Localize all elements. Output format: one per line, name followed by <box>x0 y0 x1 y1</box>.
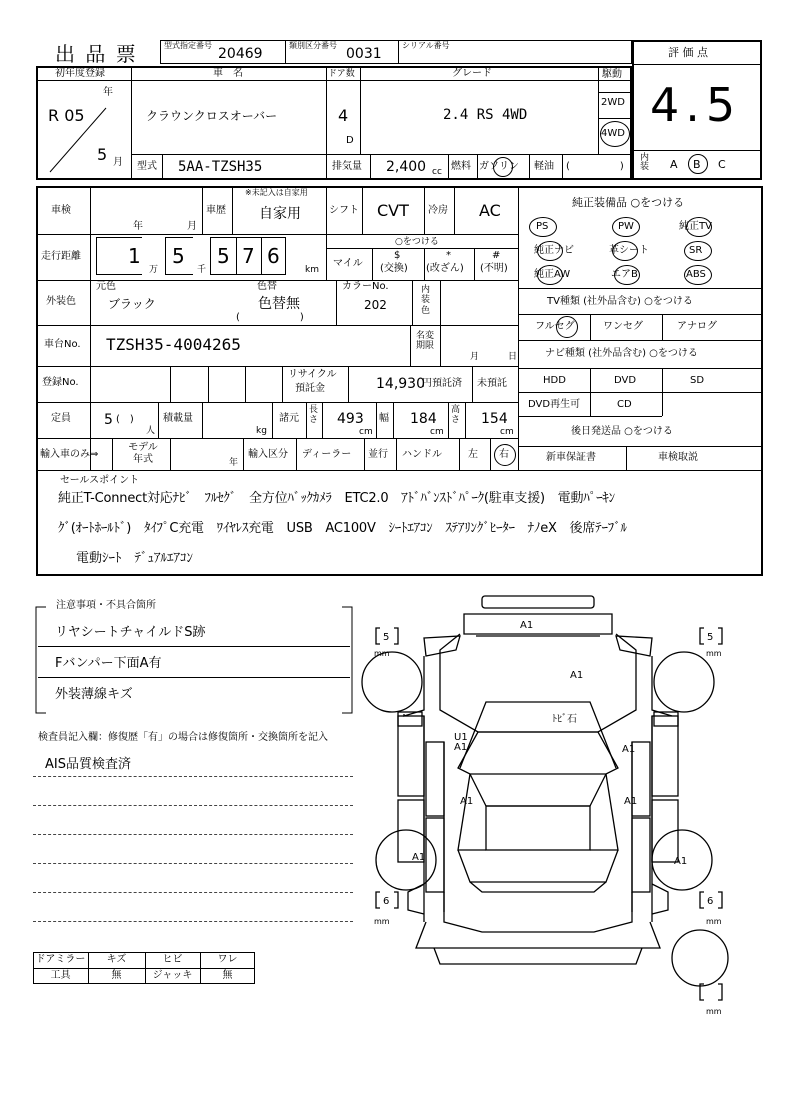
equip-leather: 革シート <box>609 245 649 256</box>
tread-rr: 6 <box>707 896 714 907</box>
import-parallel: 並行 <box>368 449 388 460</box>
mileage-digit-1: 1 <box>128 244 141 268</box>
mile-circle-note: ○をつける <box>395 237 439 247</box>
equip-aw: 純正AW <box>534 269 571 280</box>
first-reg-year-unit: 年 <box>103 87 113 98</box>
drive-4wd-circle <box>600 121 630 147</box>
mm-spare: mm <box>706 1007 722 1016</box>
tv-oneseg: ワンセグ <box>603 321 643 332</box>
hgt-label: 高さ <box>451 405 461 425</box>
mileage-digit-2: 5 <box>172 244 185 268</box>
mile-label: マイル <box>333 258 363 269</box>
equip-pw-circle <box>612 217 640 237</box>
ac-label: 冷房 <box>428 205 448 216</box>
mark-hood: A1 <box>570 670 584 681</box>
first-reg-month-unit: 月 <box>113 157 123 168</box>
drive-4wd: 4WD <box>601 128 625 139</box>
notes-label: 注意事項・不具合箇所 <box>56 600 156 611</box>
equip-navi: 純正ナビ <box>534 245 574 256</box>
interior-b-circle <box>688 154 708 174</box>
repaint-paren: ( ) <box>236 312 304 323</box>
equip-sr-circle <box>684 241 712 261</box>
interior-label: 内装 <box>640 153 650 172</box>
type-no: 20469 <box>218 46 263 62</box>
len-label: 長さ <box>309 405 319 425</box>
chassis-label: 車台No. <box>44 339 81 350</box>
post-warranty: 新車保証書 <box>546 452 596 463</box>
equip-abs-circle <box>684 265 712 285</box>
mileage-digit-4: 7 <box>242 244 255 268</box>
equip-ps-circle <box>529 217 557 237</box>
fuel-gasoline: ガソリン <box>479 161 519 172</box>
handle-left: 左 <box>468 449 478 460</box>
orig-color-label: 元色 <box>96 281 116 292</box>
class-no: 0031 <box>346 46 382 62</box>
score-value: 4.5 <box>650 78 742 132</box>
doors-value: 4 <box>338 106 349 125</box>
tool-th-4: ワレ <box>217 954 238 965</box>
history-label: 車歴 <box>206 205 226 216</box>
model-label: 型式 <box>137 161 157 172</box>
model-year-label: モデル年式 <box>128 442 158 465</box>
colorno-label: カラーNo. <box>342 281 389 292</box>
drive-2wd: 2WD <box>601 97 625 108</box>
equip-navi-circle <box>537 241 563 261</box>
mileage-label: 走行距離 <box>41 251 81 262</box>
class-no-label: 類別区分番号 <box>289 41 337 50</box>
equip-tv: 純正TV <box>679 221 712 232</box>
tread-rl: 6 <box>383 896 390 907</box>
score-label: 評 価 点 <box>668 46 708 59</box>
recycle-value: 14,930 <box>376 376 425 392</box>
hgt-value: 154 <box>481 411 508 427</box>
model-value: 5AA-TZSH35 <box>178 159 263 175</box>
interior-c: C <box>718 158 726 171</box>
equip-title: 純正装備品 ○をつける <box>572 196 685 209</box>
post-title: 後日発送品 ○をつける <box>571 426 673 437</box>
disp-unit: cc <box>432 167 442 177</box>
sales-line-1: 純正T-Connect対応ﾅﾋﾞ ﾌﾙｾｸﾞ 全方位ﾊﾞｯｸｶﾒﾗ ETC2.0 ｱﾄﾞﾊﾞﾝｽﾄﾞﾊﾟｰｸ(駐車支援) 電動ﾊﾟｰｷﾝ <box>58 491 615 506</box>
navi-dvd-play: DVD再生可 <box>528 399 581 410</box>
load-label: 積載量 <box>163 413 193 424</box>
repaint-value: 色替無 <box>258 296 300 312</box>
colorno-value: 202 <box>364 298 387 312</box>
regno-label: 登録No. <box>42 377 79 388</box>
equip-sr: SR <box>689 245 703 256</box>
drive-label: 駆動 <box>602 69 622 80</box>
mark-right-rear-door: A1 <box>624 796 638 807</box>
wid-value: 184 <box>410 411 437 427</box>
mm-rl: mm <box>374 917 390 926</box>
mileage-digit-3: 5 <box>217 244 230 268</box>
interior-a: A <box>670 158 678 171</box>
inspect-label: 車検 <box>51 205 71 216</box>
mark-front-door-u: U1 <box>454 732 468 743</box>
len-value: 493 <box>337 411 364 427</box>
note-line-1: リヤシートチャイルドS跡 <box>55 625 206 640</box>
tv-analog: アナログ <box>677 321 717 332</box>
mm-fl: mm <box>374 649 390 658</box>
capacity-paren: ( ) <box>116 414 134 425</box>
mark-front-door-a: A1 <box>454 742 468 753</box>
mile-opt-2-txt: (改ざん) <box>426 263 464 274</box>
mileage-digit-5: 6 <box>267 244 280 268</box>
mile-opt-2-sym: * <box>446 250 451 261</box>
shift-label: シフト <box>329 205 359 216</box>
tool-th-3: ヒビ <box>162 954 183 965</box>
mileage-man-unit: 万 <box>149 265 159 275</box>
mileage-sen-unit: 千 <box>197 265 207 275</box>
fuel-label: 燃料 <box>451 161 471 172</box>
repaint-label: 色替 <box>257 281 277 292</box>
type-no-label: 型式指定番号 <box>164 41 212 50</box>
mm-fr: mm <box>706 649 722 658</box>
mark-left-rear-wheel: A1 <box>412 852 426 863</box>
interior-color-label: 内装色 <box>421 285 431 316</box>
disp-value: 2,400 <box>386 159 427 175</box>
car-name-label: 車 名 <box>213 68 243 79</box>
len-unit: cm <box>359 427 373 437</box>
tread-fl: 5 <box>383 632 390 643</box>
capacity-unit: 人 <box>146 426 156 436</box>
inspector-line-1: AIS品質検査済 <box>45 757 131 772</box>
navi-sd: SD <box>690 375 705 386</box>
tool-td-1: 工具 <box>50 970 71 981</box>
tool-th-1: ドアミラー <box>35 954 86 965</box>
wid-unit: cm <box>430 427 444 437</box>
equip-leather-circle <box>612 241 638 261</box>
note-line-2: Fバンパー下面A有 <box>55 656 162 671</box>
capacity-label: 定員 <box>51 413 71 424</box>
car-diagram <box>360 592 760 1017</box>
mile-opt-3-sym: # <box>492 250 501 261</box>
import-type-label: 輸入区分 <box>248 449 288 460</box>
mark-left-rear-door: A1 <box>460 796 474 807</box>
sheet-title: 出 品 票 <box>55 42 138 66</box>
navi-cd: CD <box>617 399 632 410</box>
recycle-not: 未預託 <box>477 378 507 389</box>
history-value: 自家用 <box>259 206 301 222</box>
equip-abs: ABS <box>686 269 706 280</box>
shift-value: CVT <box>377 201 409 220</box>
doors-label: ドア数 <box>328 69 355 79</box>
note-line-3: 外装薄線キズ <box>55 687 133 702</box>
chassis-value: TZSH35-4004265 <box>106 335 241 354</box>
ac-value: AC <box>479 201 501 220</box>
navi-hdd: HDD <box>543 375 566 386</box>
tv-fullseg: フルセグ <box>535 321 575 332</box>
fuel-diesel: 軽油 <box>534 161 554 172</box>
doors-sub: D <box>346 135 354 146</box>
fuel-paren: ( ) <box>566 161 624 172</box>
first-reg-month: 5 <box>97 145 108 164</box>
disp-label: 排気量 <box>332 161 362 172</box>
sales-line-2: ｸﾞ(ｵｰﾄﾎｰﾙﾄﾞ) ﾀｲﾌﾟC充電 ﾜｲﾔﾚｽ充電 USB AC100V ｼｰﾄｴｱｺﾝ ｽﾃｱﾘﾝｸﾞﾋｰﾀｰ ﾅﾉeX 後席ﾃｰﾌﾞﾙ <box>58 521 627 536</box>
sales-line-3: 電動ｼｰﾄ ﾃﾞｭｱﾙｴｱｺﾝ <box>76 551 194 566</box>
tool-td-4: 無 <box>222 970 233 981</box>
equip-airbag: エアB <box>611 269 638 280</box>
tool-td-3: ジャッキ <box>152 970 193 981</box>
mark-windshield: ﾄﾋﾞ石 <box>552 714 577 725</box>
wid-label: 幅 <box>379 413 389 424</box>
equip-pw: PW <box>618 221 634 232</box>
handle-right: 右 <box>499 449 509 460</box>
mark-right-front: A1 <box>622 744 636 755</box>
inspect-month-unit: 月 <box>187 221 197 232</box>
inspector-label: 検査員記入欄：修復歴「有」の場合は修復箇所・交換箇所を記入 <box>38 732 328 743</box>
equip-airbag-circle <box>614 265 640 285</box>
name-deadline-label: 名変期限 <box>416 331 435 352</box>
import-dealer: ディーラー <box>302 449 352 460</box>
tread-fr: 5 <box>707 632 714 643</box>
mile-opt-3-txt: (不明) <box>480 263 508 274</box>
tool-td-2: 無 <box>111 970 122 981</box>
load-unit: kg <box>256 426 267 436</box>
fuel-gasoline-circle <box>493 157 513 177</box>
recycle-unit: 円預託済 <box>422 378 462 389</box>
car-name: クラウンクロスオーバー <box>146 109 278 123</box>
history-note: ※未記入は自家用 <box>245 188 308 197</box>
navi-title: ナビ種類 (社外品含む) ○をつける <box>545 348 698 359</box>
inspect-year-unit: 年 <box>133 221 143 232</box>
orig-color: ブラック <box>108 297 156 311</box>
grade-label: グレード <box>452 68 492 79</box>
mark-bumper: A1 <box>520 620 534 631</box>
grade-value: 2.4 RS 4WD <box>443 107 528 123</box>
import-label: 輸入車のみ⇒ <box>40 449 99 460</box>
equip-tv-circle <box>686 217 712 237</box>
tv-fullseg-circle <box>556 316 578 338</box>
equip-aw-circle <box>537 265 563 285</box>
deadline-day-unit: 日 <box>508 352 518 362</box>
capacity-value: 5 <box>104 412 113 428</box>
mm-rr: mm <box>706 917 722 926</box>
recycle-label-1: リサイクル <box>288 369 337 380</box>
equip-ps: PS <box>536 221 549 232</box>
post-manual: 車検取説 <box>658 452 698 463</box>
mileage-km-unit: km <box>305 265 319 275</box>
navi-dvd: DVD <box>614 375 637 386</box>
tool-th-2: キズ <box>106 954 127 965</box>
color-label: 外装色 <box>46 296 76 307</box>
handle-label: ハンドル <box>402 449 442 460</box>
sales-label: セールスポイント <box>60 475 140 486</box>
serial-label: シリアル番号 <box>402 41 450 50</box>
mark-right-rear-wheel: A1 <box>674 856 688 867</box>
mile-opt-1-sym: $ <box>394 250 401 261</box>
dims-label: 諸元 <box>279 413 299 424</box>
model-year-unit: 年 <box>229 458 239 468</box>
tv-title: TV種類 (社外品含む) ○をつける <box>547 296 693 307</box>
mile-opt-1-txt: (交換) <box>380 263 408 274</box>
interior-b: B <box>693 158 701 171</box>
handle-right-circle <box>494 444 516 466</box>
first-reg-label: 初年度登録 <box>55 68 105 79</box>
hgt-unit: cm <box>500 427 514 437</box>
recycle-label-2: 預託金 <box>295 383 325 394</box>
deadline-month-unit: 月 <box>470 352 480 362</box>
first-reg-era: R 05 <box>48 106 85 125</box>
